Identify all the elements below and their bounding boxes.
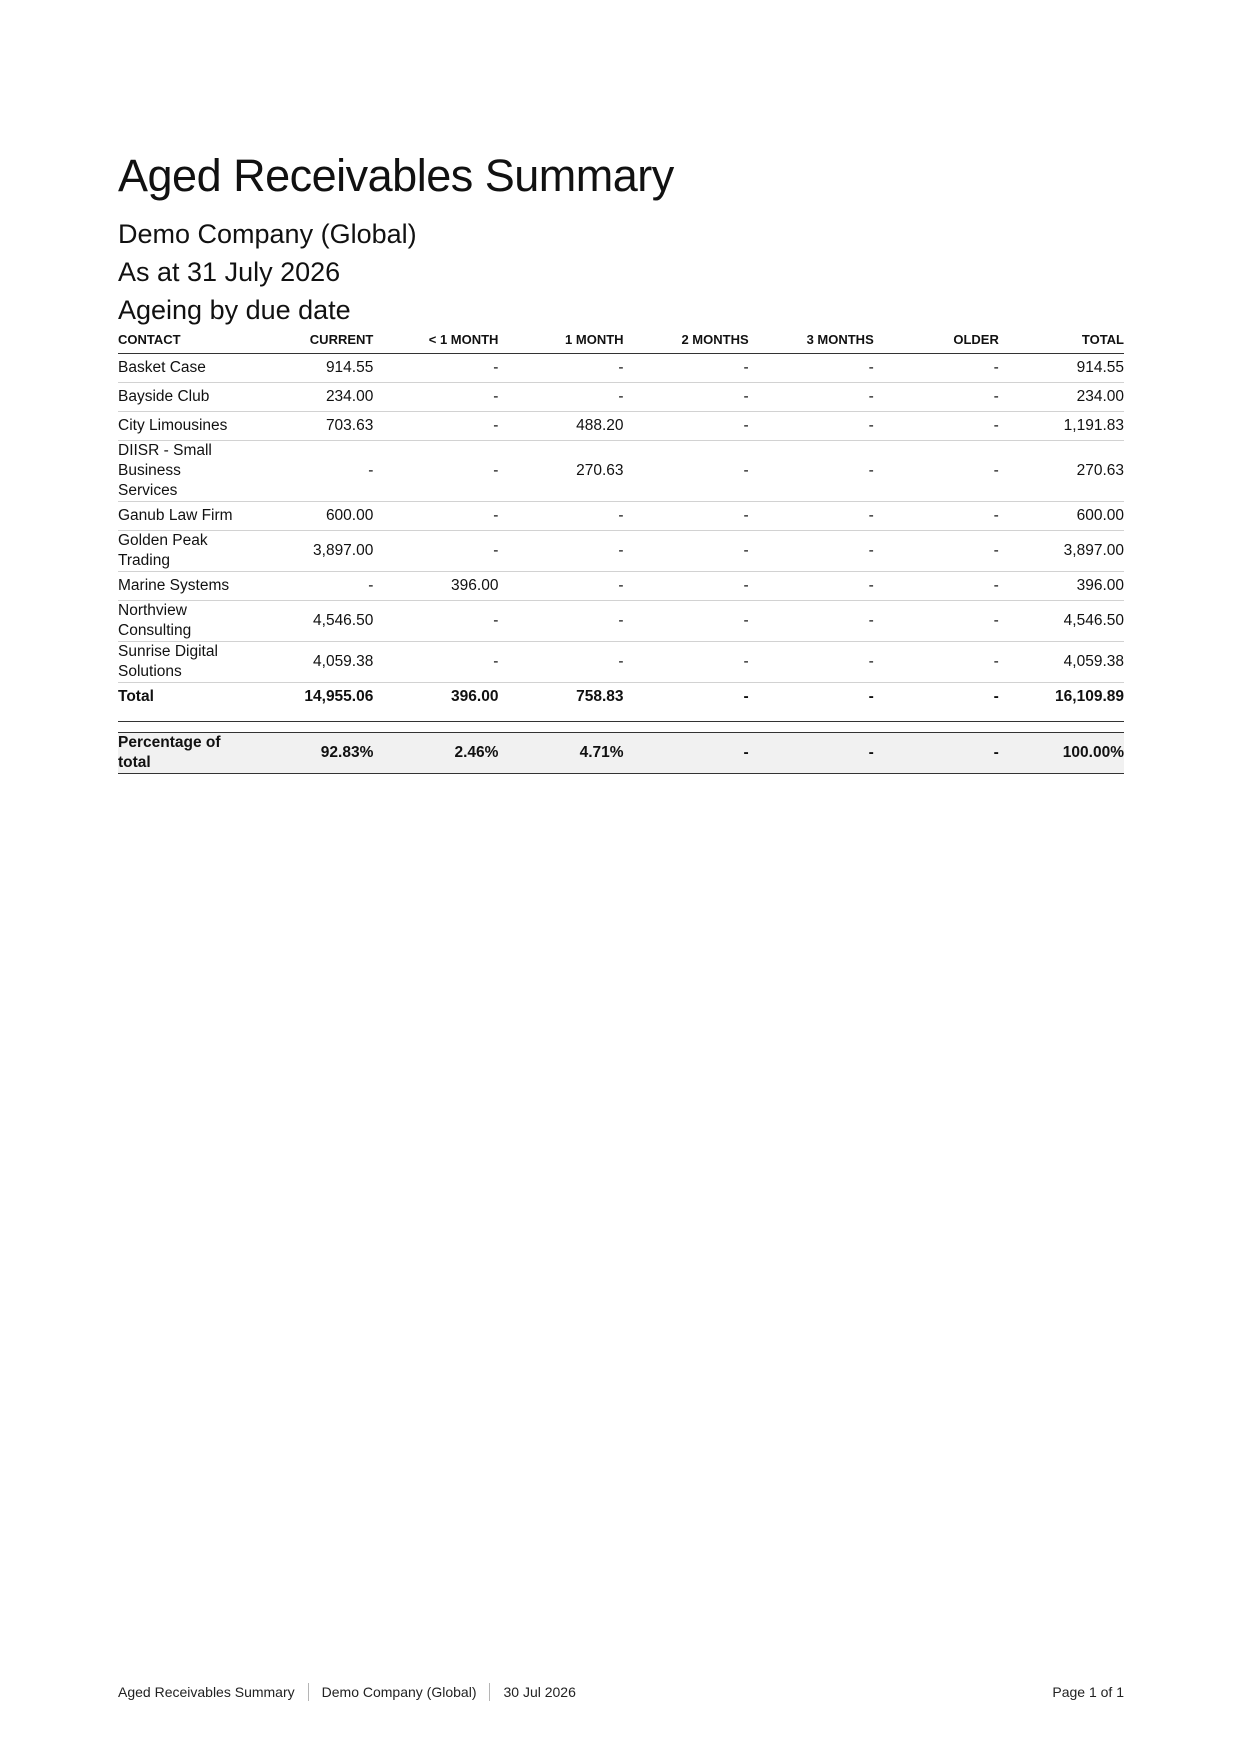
table-row bbox=[118, 412, 1124, 441]
header-older: OLDER bbox=[874, 331, 999, 354]
cell-2-months: - bbox=[624, 383, 749, 412]
cell-total: 600.00 bbox=[999, 502, 1124, 531]
total-1-month: 758.83 bbox=[498, 683, 623, 722]
table-row bbox=[118, 601, 1124, 642]
table-row bbox=[118, 383, 1124, 412]
cell-current: 914.55 bbox=[248, 354, 373, 383]
contact-name: Sunrise Digital Solutions bbox=[118, 642, 248, 683]
table-row bbox=[118, 642, 1124, 683]
cell-2-months: - bbox=[624, 601, 749, 642]
cell-older: - bbox=[874, 412, 999, 441]
cell-older: - bbox=[874, 601, 999, 642]
total-2-months: - bbox=[624, 683, 749, 722]
cell-less-than-1-month: - bbox=[373, 601, 498, 642]
cell-current: 703.63 bbox=[248, 412, 373, 441]
table-header-row bbox=[118, 331, 1124, 354]
footer-divider bbox=[308, 1683, 309, 1701]
cell-total: 270.63 bbox=[999, 441, 1124, 502]
cell-1-month: - bbox=[498, 354, 623, 383]
total-label: Total bbox=[118, 683, 248, 722]
cell-current: 600.00 bbox=[248, 502, 373, 531]
cell-3-months: - bbox=[749, 441, 874, 502]
table-row bbox=[118, 441, 1124, 502]
cell-older: - bbox=[874, 441, 999, 502]
cell-older: - bbox=[874, 572, 999, 601]
cell-current: 234.00 bbox=[248, 383, 373, 412]
cell-1-month: - bbox=[498, 502, 623, 531]
cell-total: 234.00 bbox=[999, 383, 1124, 412]
cell-less-than-1-month: - bbox=[373, 412, 498, 441]
cell-1-month: 488.20 bbox=[498, 412, 623, 441]
cell-2-months: - bbox=[624, 572, 749, 601]
cell-less-than-1-month: 396.00 bbox=[373, 572, 498, 601]
cell-1-month: - bbox=[498, 572, 623, 601]
cell-3-months: - bbox=[749, 642, 874, 683]
table-row bbox=[118, 502, 1124, 531]
cell-3-months: - bbox=[749, 412, 874, 441]
percentage-1-month: 4.71% bbox=[498, 733, 623, 774]
cell-1-month: - bbox=[498, 642, 623, 683]
contact-name: Northview Consulting bbox=[118, 601, 248, 642]
cell-current: - bbox=[248, 441, 373, 502]
contact-name: City Limousines bbox=[118, 412, 248, 441]
percentage-older: - bbox=[874, 733, 999, 774]
cell-older: - bbox=[874, 354, 999, 383]
header-less-than-1-month: < 1 MONTH bbox=[373, 331, 498, 354]
header-current: CURRENT bbox=[248, 331, 373, 354]
header-2-months: 2 MONTHS bbox=[624, 331, 749, 354]
total-row bbox=[118, 683, 1124, 722]
contact-name: Marine Systems bbox=[118, 572, 248, 601]
cell-less-than-1-month: - bbox=[373, 441, 498, 502]
footer-date: 30 Jul 2026 bbox=[503, 1684, 576, 1700]
footer-company: Demo Company (Global) bbox=[321, 1684, 477, 1700]
header-contact: CONTACT bbox=[118, 331, 248, 354]
total-total: 16,109.89 bbox=[999, 683, 1124, 722]
cell-older: - bbox=[874, 502, 999, 531]
cell-total: 3,897.00 bbox=[999, 531, 1124, 572]
header-1-month: 1 MONTH bbox=[498, 331, 623, 354]
company-name: Demo Company (Global) bbox=[118, 219, 417, 249]
total-older: - bbox=[874, 683, 999, 722]
cell-3-months: - bbox=[749, 601, 874, 642]
contact-name: Ganub Law Firm bbox=[118, 502, 248, 531]
cell-older: - bbox=[874, 383, 999, 412]
footer-info bbox=[118, 1683, 576, 1701]
cell-less-than-1-month: - bbox=[373, 354, 498, 383]
cell-1-month: - bbox=[498, 531, 623, 572]
cell-3-months: - bbox=[749, 354, 874, 383]
total-3-months: - bbox=[749, 683, 874, 722]
cell-3-months: - bbox=[749, 502, 874, 531]
footer-divider bbox=[489, 1683, 490, 1701]
header-3-months: 3 MONTHS bbox=[749, 331, 874, 354]
cell-total: 1,191.83 bbox=[999, 412, 1124, 441]
contact-name: Basket Case bbox=[118, 354, 248, 383]
cell-3-months: - bbox=[749, 531, 874, 572]
spacer-cell bbox=[118, 722, 1124, 733]
cell-2-months: - bbox=[624, 502, 749, 531]
ageing-basis: Ageing by due date bbox=[118, 295, 351, 325]
cell-current: 4,059.38 bbox=[248, 642, 373, 683]
percentage-row bbox=[118, 733, 1124, 774]
cell-total: 396.00 bbox=[999, 572, 1124, 601]
header-total: TOTAL bbox=[999, 331, 1124, 354]
percentage-2-months: - bbox=[624, 733, 749, 774]
cell-older: - bbox=[874, 531, 999, 572]
cell-less-than-1-month: - bbox=[373, 642, 498, 683]
report-title: Aged Receivables Summary bbox=[118, 150, 674, 201]
table-row bbox=[118, 354, 1124, 383]
percentage-label: Percentage of total bbox=[118, 733, 248, 774]
cell-1-month: - bbox=[498, 383, 623, 412]
percentage-current: 92.83% bbox=[248, 733, 373, 774]
percentage-total: 100.00% bbox=[999, 733, 1124, 774]
cell-3-months: - bbox=[749, 572, 874, 601]
cell-less-than-1-month: - bbox=[373, 531, 498, 572]
cell-less-than-1-month: - bbox=[373, 383, 498, 412]
cell-total: 914.55 bbox=[999, 354, 1124, 383]
cell-2-months: - bbox=[624, 412, 749, 441]
table-row bbox=[118, 531, 1124, 572]
total-less-than-1-month: 396.00 bbox=[373, 683, 498, 722]
cell-3-months: - bbox=[749, 383, 874, 412]
cell-total: 4,546.50 bbox=[999, 601, 1124, 642]
report-page bbox=[118, 0, 1124, 1754]
report-date: As at 31 July 2026 bbox=[118, 257, 341, 287]
cell-2-months: - bbox=[624, 531, 749, 572]
cell-1-month: - bbox=[498, 601, 623, 642]
cell-2-months: - bbox=[624, 441, 749, 502]
cell-total: 4,059.38 bbox=[999, 642, 1124, 683]
page-number: Page 1 of 1 bbox=[1052, 1684, 1124, 1700]
cell-less-than-1-month: - bbox=[373, 502, 498, 531]
cell-2-months: - bbox=[624, 354, 749, 383]
percentage-less-than-1-month: 2.46% bbox=[373, 733, 498, 774]
cell-current: 4,546.50 bbox=[248, 601, 373, 642]
spacer-row bbox=[118, 722, 1124, 733]
aged-receivables-table bbox=[118, 331, 1124, 774]
contact-name: Bayside Club bbox=[118, 383, 248, 412]
table-row bbox=[118, 572, 1124, 601]
cell-older: - bbox=[874, 642, 999, 683]
contact-name: DIISR - Small Business Services bbox=[118, 441, 248, 502]
contact-name: Golden Peak Trading bbox=[118, 531, 248, 572]
cell-2-months: - bbox=[624, 642, 749, 683]
cell-current: 3,897.00 bbox=[248, 531, 373, 572]
total-current: 14,955.06 bbox=[248, 683, 373, 722]
percentage-3-months: - bbox=[749, 733, 874, 774]
footer-report-name: Aged Receivables Summary bbox=[118, 1684, 295, 1700]
cell-1-month: 270.63 bbox=[498, 441, 623, 502]
cell-current: - bbox=[248, 572, 373, 601]
